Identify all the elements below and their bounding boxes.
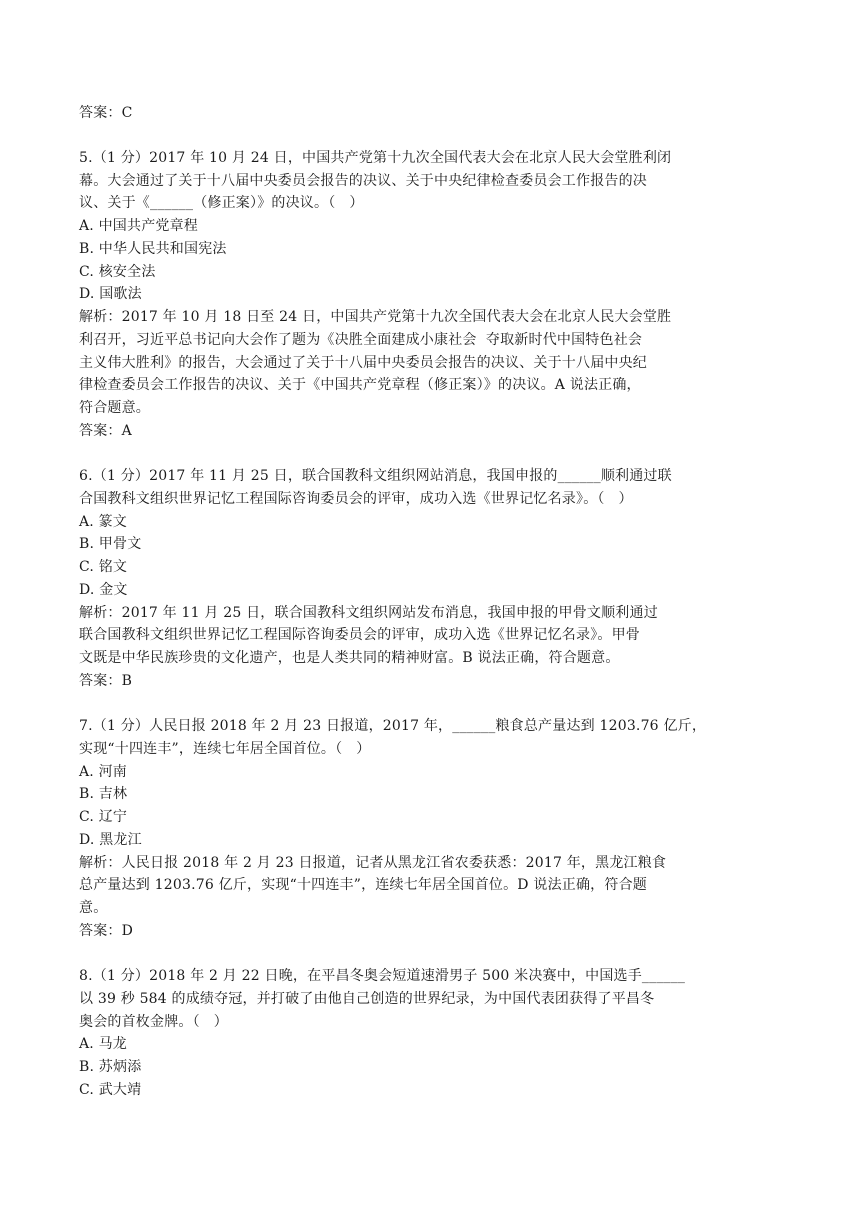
question-8-line-3: 奥会的首枚金牌。（ ） — [79, 1014, 228, 1030]
question-5-analysis-5: 符合题意。 — [79, 400, 150, 416]
question-5-option-a: A. 中国共产党章程 — [79, 218, 199, 234]
question-5-line-1: 5.（1 分）2017 年 10 月 24 日，中国共产党第十九次全国代表大会在北京人民大会堂胜利闭 — [79, 150, 672, 166]
answer-4: 答案：C — [79, 105, 133, 121]
question-8-option-a: A. 马龙 — [79, 1036, 128, 1052]
question-7-option-c: C. 辽宁 — [79, 809, 128, 825]
question-6-analysis-1: 解析：2017 年 11 月 25 日，联合国教科文组织网站发布消息，我国申报的甲骨文顺利通过 — [79, 605, 658, 621]
answer-6: 答案：B — [79, 673, 133, 689]
question-5-analysis-3: 主义伟大胜利》的报告，大会通过了关于十八届中央委员会报告的决议、关于十八届中央纪 — [79, 355, 647, 371]
question-8-option-b: B. 苏炳添 — [79, 1059, 142, 1075]
question-8-option-c: C. 武大靖 — [79, 1082, 142, 1098]
answer-7: 答案：D — [79, 923, 134, 939]
question-5-analysis-1: 解析：2017 年 10 月 18 日至 24 日，中国共产党第十九次全国代表大会在北京人民大会堂胜 — [79, 309, 672, 325]
question-5-analysis-2: 利召开，习近平总书记向大会作了题为《决胜全面建成小康社会 夺取新时代中国特色社会 — [79, 332, 643, 348]
question-5-line-2: 幕。大会通过了关于十八届中央委员会报告的决议、关于中央纪律检查委员会工作报告的决 — [79, 173, 647, 189]
question-6-option-d: D. 金文 — [79, 582, 128, 598]
question-7-option-a: A. 河南 — [79, 764, 128, 780]
question-8-line-2: 以 39 秒 584 的成绩夺冠，并打破了由他自己创造的世界纪录，为中国代表团获得了平昌冬 — [79, 991, 655, 1007]
question-7-analysis-1: 解析：人民日报 2018 年 2 月 23 日报道，记者从黑龙江省农委获悉：2017 年，黑龙江粮食 — [79, 855, 667, 871]
question-8-line-1: 8.（1 分）2018 年 2 月 22 日晚，在平昌冬奥会短道速滑男子 500 米决赛中，中国选手______ — [79, 968, 686, 984]
question-6-line-1: 6.（1 分）2017 年 11 月 25 日，联合国教科文组织网站消息，我国申报的______顺利通过联 — [79, 468, 672, 484]
question-7-analysis-3: 意。 — [79, 900, 108, 916]
question-6-option-a: A. 篆文 — [79, 514, 128, 530]
question-5-option-b: B. 中华人民共和国宪法 — [79, 241, 227, 257]
question-5-option-c: C. 核安全法 — [79, 264, 156, 280]
answer-5: 答案：A — [79, 423, 132, 439]
question-7-analysis-2: 总产量达到 1203.76 亿斤，实现“十四连丰”，连续七年居全国首位。D 说法正确，符合题 — [79, 877, 647, 893]
question-6-line-2: 合国教科文组织世界记忆工程国际咨询委员会的评审，成功入选《世界记忆名录》。（ ） — [79, 491, 633, 507]
question-7-option-b: B. 吉林 — [79, 786, 128, 802]
question-6-analysis-2: 联合国教科文组织世界记忆工程国际咨询委员会的评审，成功入选《世界记忆名录》。甲骨 — [79, 627, 640, 643]
question-5-option-d: D. 国歌法 — [79, 286, 142, 302]
question-6-option-c: C. 铭文 — [79, 559, 128, 575]
question-5-analysis-4: 律检查委员会工作报告的决议、关于《中国共产党章程（修正案）》的决议。A 说法正确， — [79, 377, 641, 393]
question-5-line-3: 议、关于《______（修正案）》的决议。（ ） — [79, 195, 364, 211]
question-6-option-b: B. 甲骨文 — [79, 536, 142, 552]
question-7-line-1: 7.（1 分）人民日报 2018 年 2 月 23 日报道，2017 年，______粮食总产量达到 1203.76 亿斤， — [79, 718, 707, 734]
question-6-analysis-3: 文既是中华民族珍贵的文化遗产，也是人类共同的精神财富。B 说法正确，符合题意。 — [79, 650, 620, 666]
question-7-option-d: D. 黑龙江 — [79, 832, 142, 848]
question-7-line-2: 实现“十四连丰”，连续七年居全国首位。（ ） — [79, 741, 371, 757]
